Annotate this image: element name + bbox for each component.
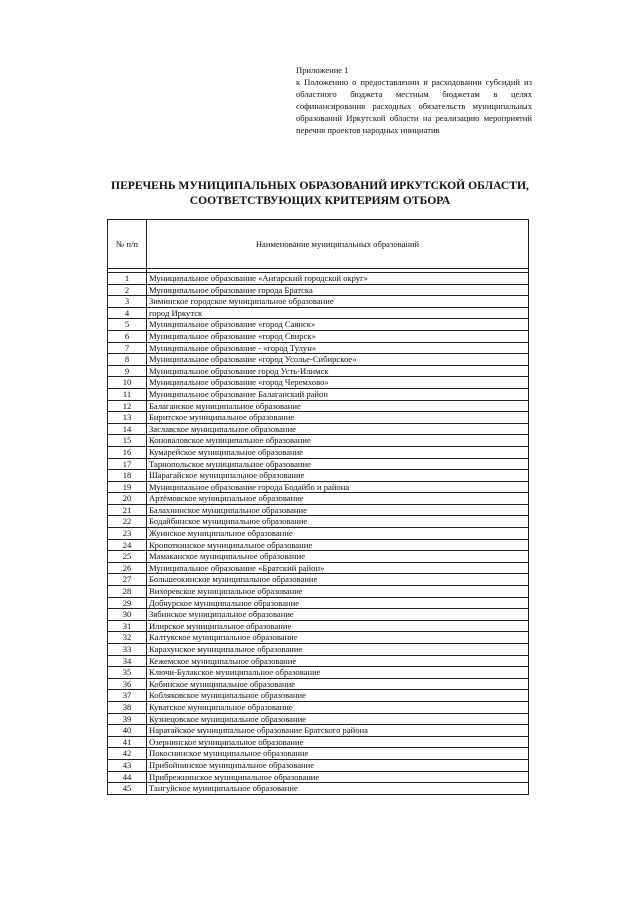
table-row [108,736,529,748]
row-number: 5 [108,319,147,331]
table-row [108,412,529,424]
table-row [108,759,529,771]
row-number: 32 [108,632,147,644]
row-number: 8 [108,354,147,366]
row-number: 34 [108,655,147,667]
row-number: 36 [108,678,147,690]
row-number: 33 [108,644,147,656]
row-number: 38 [108,701,147,713]
table-row [108,470,529,482]
row-municipality-name: Заславское муниципальное образование [147,423,529,435]
table-row [108,586,529,598]
table-row [108,493,529,505]
table-row [108,713,529,725]
row-municipality-name: Карахунское муниципальное образование [147,644,529,656]
row-municipality-name: Муниципальное образование «город Усолье-Сибирское» [147,354,529,366]
row-number: 20 [108,493,147,505]
row-number: 37 [108,690,147,702]
row-municipality-name: Муниципальное образование города Бодайбо и района [147,481,529,493]
row-municipality-name: Бодайбинское муниципальное образование [147,516,529,528]
row-number: 29 [108,597,147,609]
row-municipality-name: Муниципальное образование города Братска [147,284,529,296]
table-row [108,388,529,400]
table-row [108,678,529,690]
table-row [108,609,529,621]
table-body [108,269,529,795]
row-municipality-name: Добчурское муниципальное образование [147,597,529,609]
row-number: 21 [108,504,147,516]
row-municipality-name: Зябинское муниципальное образование [147,609,529,621]
row-municipality-name: Кобинское муниципальное образование [147,678,529,690]
row-number: 28 [108,586,147,598]
table-row [108,562,529,574]
row-municipality-name: Коноваловское муниципальное образование [147,435,529,447]
row-municipality-name: Зиминское городское муниципальное образование [147,296,529,308]
row-number: 16 [108,446,147,458]
row-number: 11 [108,388,147,400]
row-number: 23 [108,528,147,540]
table-row [108,748,529,760]
table-row [108,273,529,285]
row-number: 42 [108,748,147,760]
table-row [108,354,529,366]
row-number: 1 [108,273,147,285]
table-row [108,620,529,632]
row-number: 19 [108,481,147,493]
table-row [108,701,529,713]
row-municipality-name: Муниципальное образование «Ангарский городской округ» [147,273,529,285]
table-row [108,435,529,447]
table-row [108,771,529,783]
table-row [108,644,529,656]
row-municipality-name: Муниципальное образование «город Черемхово» [147,377,529,389]
table-row [108,539,529,551]
row-municipality-name: Муниципальное образование - «город Тулун» [147,342,529,354]
table-row [108,330,529,342]
table-row [108,597,529,609]
row-number: 25 [108,551,147,563]
table-row [108,458,529,470]
table-row [108,690,529,702]
row-number: 45 [108,783,147,795]
annex-block [296,64,532,137]
row-municipality-name: Муниципальное образование «город Саянск» [147,319,529,331]
row-municipality-name: Жуинское муниципальное образование [147,528,529,540]
row-municipality-name: Прибойнинское муниципальное образование [147,759,529,771]
row-number: 2 [108,284,147,296]
table-row [108,667,529,679]
row-municipality-name: Вихоревское муниципальное образование [147,586,529,598]
table-row [108,725,529,737]
title-line-1: ПЕРЕЧЕНЬ МУНИЦИПАЛЬНЫХ ОБРАЗОВАНИЙ ИРКУТСКОЙ ОБЛАСТИ, [111,179,529,192]
row-number: 35 [108,667,147,679]
municipalities-table [107,219,529,795]
row-number: 10 [108,377,147,389]
table-row [108,342,529,354]
row-municipality-name: Муниципальное образование город Усть-Илимск [147,365,529,377]
row-municipality-name: Мамаканское муниципальное образование [147,551,529,563]
row-number: 3 [108,296,147,308]
table-row [108,516,529,528]
table-row [108,365,529,377]
row-municipality-name: Муниципальное образование «город Свирск» [147,330,529,342]
table-row [108,504,529,516]
row-number: 12 [108,400,147,412]
row-municipality-name: Тарнопольское муниципальное образование [147,458,529,470]
row-municipality-name: Кобляковское муниципальное образование [147,690,529,702]
row-number: 31 [108,620,147,632]
table-row [108,574,529,586]
row-municipality-name: Муниципальное образование «Братский район» [147,562,529,574]
table-row [108,481,529,493]
row-number: 40 [108,725,147,737]
table-row [108,319,529,331]
table-row [108,783,529,795]
row-municipality-name: город Иркутск [147,307,529,319]
row-number: 15 [108,435,147,447]
table-row [108,551,529,563]
table-row [108,423,529,435]
row-municipality-name: Балаганское муниципальное образование [147,400,529,412]
row-number: 27 [108,574,147,586]
header-name: Наименование муниципальных образований [147,220,529,269]
row-number: 18 [108,470,147,482]
row-number: 44 [108,771,147,783]
annex-heading: Приложение 1 [296,65,349,75]
table-row [108,296,529,308]
row-number: 13 [108,412,147,424]
row-municipality-name: Ключи-Булакское муниципальное образование [147,667,529,679]
row-number: 30 [108,609,147,621]
row-municipality-name: Прибрежнинское муниципальное образование [147,771,529,783]
row-municipality-name: Наратайское муниципальное образование Братского района [147,725,529,737]
row-number: 26 [108,562,147,574]
row-municipality-name: Озернинское муниципальное образование [147,736,529,748]
table-row [108,655,529,667]
table-row [108,284,529,296]
row-number: 43 [108,759,147,771]
row-municipality-name: Биритское муниципальное образование [147,412,529,424]
row-municipality-name: Кумарейское муниципальное образование [147,446,529,458]
annex-text: к Положению о предоставлении и расходовании субсидий из областного бюджета местным бюджетам в целях софинансирования расходных обязательств муниципальных образований Иркутской области на реализацию мероприятий перечня проектов народных инициатив [296,77,532,136]
table-row [108,307,529,319]
row-municipality-name: Кежемское муниципальное образование [147,655,529,667]
row-municipality-name: Кропоткинское муниципальное образование [147,539,529,551]
row-municipality-name: Илирское муниципальное образование [147,620,529,632]
row-number: 7 [108,342,147,354]
row-municipality-name: Муниципальное образование Балаганский район [147,388,529,400]
title-line-2: СООТВЕТСТВУЮЩИХ КРИТЕРИЯМ ОТБОРА [189,194,451,207]
row-municipality-name: Артёмовское муниципальное образование [147,493,529,505]
row-number: 41 [108,736,147,748]
document-title [90,178,550,208]
table-header-row [108,220,529,269]
row-municipality-name: Калтукское муниципальное образование [147,632,529,644]
row-number: 17 [108,458,147,470]
table-row [108,446,529,458]
row-number: 6 [108,330,147,342]
row-municipality-name: Балахнинское муниципальное образование [147,504,529,516]
header-number: № п/п [108,220,147,269]
table-row [108,632,529,644]
row-number: 39 [108,713,147,725]
row-municipality-name: Покоснинское муниципальное образование [147,748,529,760]
row-number: 9 [108,365,147,377]
row-municipality-name: Куватское муниципальное образование [147,701,529,713]
table-row [108,377,529,389]
row-number: 24 [108,539,147,551]
row-municipality-name: Большеокинское муниципальное образование [147,574,529,586]
row-number: 14 [108,423,147,435]
row-municipality-name: Кузнецовское муниципальное образование [147,713,529,725]
row-number: 22 [108,516,147,528]
row-municipality-name: Шарагайское муниципальное образование [147,470,529,482]
table-row [108,400,529,412]
table-row [108,528,529,540]
row-municipality-name: Тангуйское муниципальное образование [147,783,529,795]
row-number: 4 [108,307,147,319]
